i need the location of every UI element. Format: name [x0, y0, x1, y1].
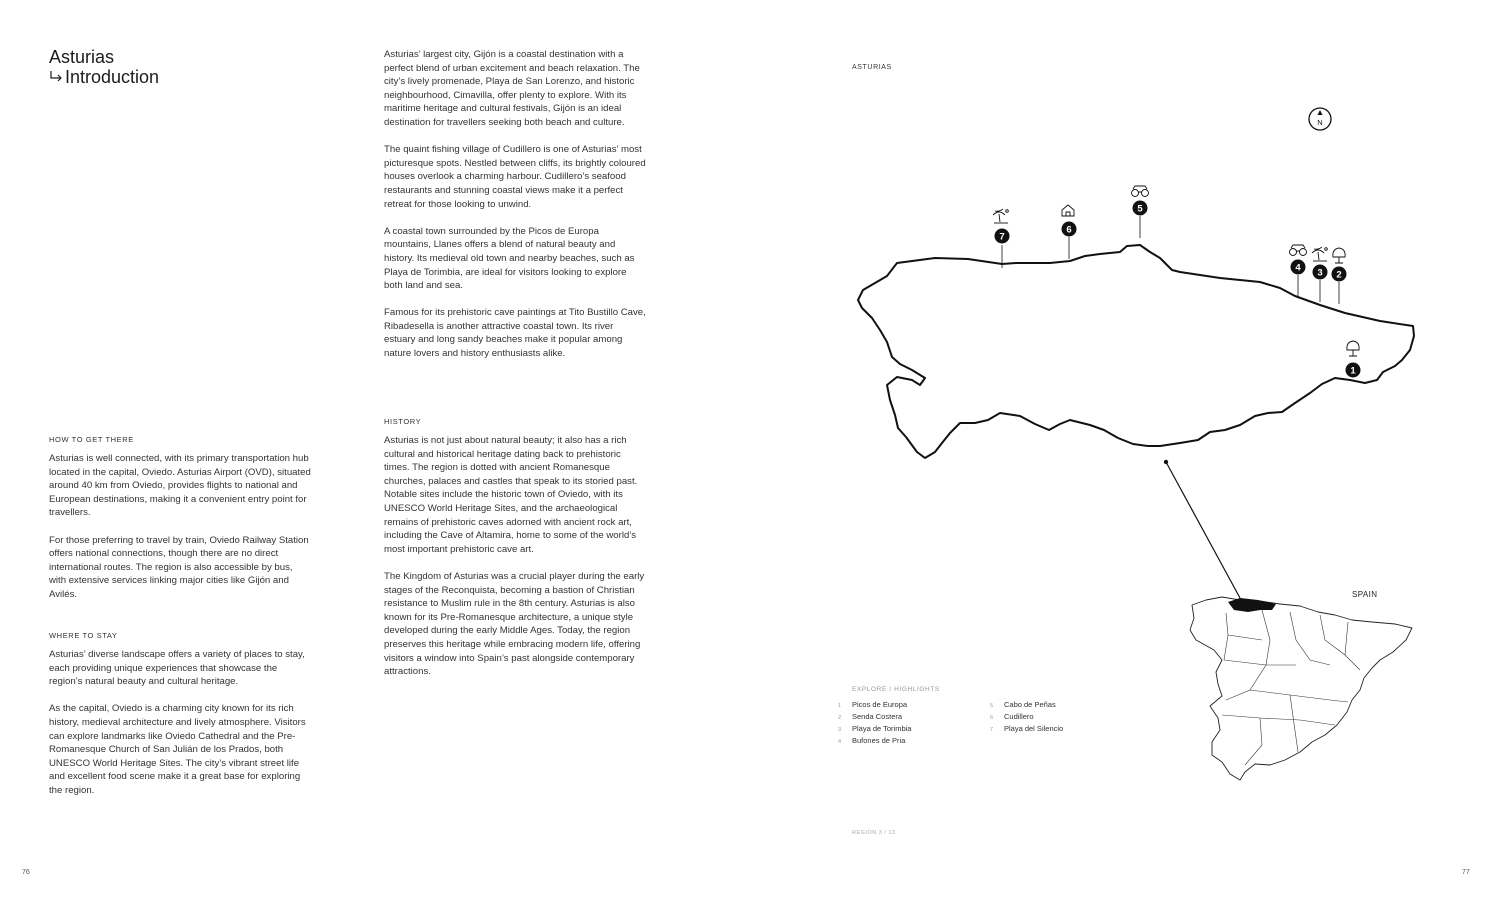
legend-item[interactable]: 1 Picos de Europa	[838, 700, 908, 709]
marker-number: 2	[1336, 269, 1342, 281]
paragraph: As the capital, Oviedo is a charming city known for its rich history, medieval architecture and lively atmosphere. Visitors can explore landmarks like Oviedo Cathedral and the Pre-Romanesque Church of San Julián de los Prados, both UNESCO World Heritage Sites. The city’s vibrant street life and excellent food scene make it a great base for exploring the region.	[49, 703, 306, 796]
binoculars-icon	[1132, 186, 1149, 197]
marker-7	[995, 229, 1010, 244]
palm-icon	[993, 209, 1008, 223]
marker-number: 3	[1317, 267, 1323, 279]
marker-5	[1133, 201, 1148, 216]
legend-item[interactable]: 2 Senda Costera	[838, 712, 903, 721]
marker-number: 4	[1295, 262, 1301, 274]
paragraph: The quaint fishing village of Cudillero is one of Asturias’ most picturesque spots. Nestled between cliffs, its brightly coloured houses overlook a charming harbour. Cudillero’s seafood restaurants and stunning coastal views make it a perfect retreat for those looking to unwind.	[384, 144, 646, 210]
paragraph: Asturias’ diverse landscape offers a variety of places to stay, each providing unique experiences that showcase the region’s natural beauty and cultural heritage.	[49, 649, 305, 688]
page-number-right: 77	[1462, 869, 1470, 876]
tree-icon	[1333, 248, 1345, 263]
marker-4	[1291, 260, 1306, 275]
marker-number: 6	[1066, 224, 1072, 236]
title-text: Asturias	[49, 47, 115, 67]
paragraph: Famous for its prehistoric cave paintings at Tito Bustillo Cave, Ribadesella is another attractive coastal town. Its river estuary and long sandy beaches make it popular among nature lovers and history enthusiasts alike.	[384, 307, 646, 360]
marker-2	[1332, 267, 1347, 282]
map-label: ASTURIAS	[852, 64, 892, 71]
palm-icon	[1312, 247, 1327, 261]
legend-column-2	[990, 699, 1130, 735]
marker-1	[1346, 363, 1361, 378]
paragraph: Asturias’ largest city, Gijón is a coastal destination with a perfect blend of urban excitement and beach relaxation. The city’s lively promenade, Playa de San Lorenzo, and historic neighbourhood, Cimavilla, offer plenty to explore. With its maritime heritage and cultural festivals, Gijón is an ideal destination for travellers seeking both beach and culture.	[384, 49, 640, 128]
legend-title: EXPLORE / HIGHLIGHTS	[852, 686, 940, 693]
paragraph: For those preferring to travel by train, Oviedo Railway Station offers national connections, though there are no direct international routes. The region is also accessible by bus, with extensive services linking major cities like Gijón and Avilés.	[49, 534, 309, 600]
legend-item[interactable]: 5 Cabo de Peñas	[990, 700, 1056, 709]
page-number-left: 76	[22, 869, 30, 876]
legend-item[interactable]: 3 Playa de Torimbia	[838, 724, 912, 733]
paragraph: The Kingdom of Asturias was a crucial player during the early stages of the Reconquista, becoming a bastion of Christian resistance to Muslim rule in the 8th century. Asturias is also known for its Pre-Romanesque architecture, a unique style developed during the early Middle Ages. Today, the region preserves this heritage while embracing modern life, offering visitors a window into Spain’s past alongside contemporary attractions.	[384, 570, 645, 678]
marker-number: 5	[1137, 203, 1143, 215]
history-heading: HISTORY	[384, 417, 422, 426]
asturias-outline	[858, 245, 1414, 458]
marker-number: 1	[1350, 365, 1356, 377]
connector-dot	[1164, 460, 1168, 464]
marker-6	[1062, 222, 1077, 237]
tree-icon	[1347, 341, 1359, 356]
marker-3	[1313, 265, 1328, 280]
where-to-stay-heading: WHERE TO STAY	[49, 631, 118, 640]
subtitle-text: Introduction	[65, 67, 160, 87]
legend-item[interactable]: 7 Playa del Silencio	[990, 724, 1064, 733]
legend-item[interactable]: 4 Bufones de Pria	[838, 736, 906, 745]
how-to-get-there-heading: HOW TO GET THERE	[49, 435, 134, 444]
asturias-highlight	[1228, 598, 1276, 612]
paragraph: A coastal town surrounded by the Picos de Europa mountains, Llanes offers a blend of natural beauty and history. Its medieval old town and nearby beaches, such as Playa de Torimbia, are ideal for visitors looking to explore both land and sea.	[384, 225, 635, 292]
paragraph: Asturias is well connected, with its primary transportation hub located in the capital, Oviedo. Asturias Airport (OVD), situated around 40 km from Oviedo, provides flights to national and European destinations, making it a convenient entry point for travellers.	[49, 453, 311, 519]
spain-inset-map	[1190, 590, 1412, 780]
legend-column-1	[838, 699, 978, 747]
connector-line	[1166, 462, 1240, 598]
marker-leaders	[1002, 216, 1342, 304]
compass-label: N	[1317, 118, 1323, 127]
binoculars-icon	[1290, 245, 1307, 256]
legend-item[interactable]: 6 Cudillero	[990, 712, 1034, 721]
paragraph: Asturias is not just about natural beauty; it also has a rich cultural and historical heritage dating back to prehistoric times. The region is dotted with ancient Romanesque churches, palaces and castles that speak to its storied past. Notable sites include the historic town of Oviedo, with its UNESCO World Heritage Sites, and the archaeological remains of prehistoric caves adorned with ancient rock art, including the Cave of Altamira, home to some of the world’s most important prehistoric cave art.	[384, 435, 638, 555]
compass-icon	[1309, 108, 1331, 130]
footer-note: REGION 3 / 13	[852, 830, 896, 836]
spain-label: SPAIN	[1352, 590, 1378, 599]
house-icon	[1062, 205, 1074, 216]
marker-number: 7	[999, 231, 1005, 243]
